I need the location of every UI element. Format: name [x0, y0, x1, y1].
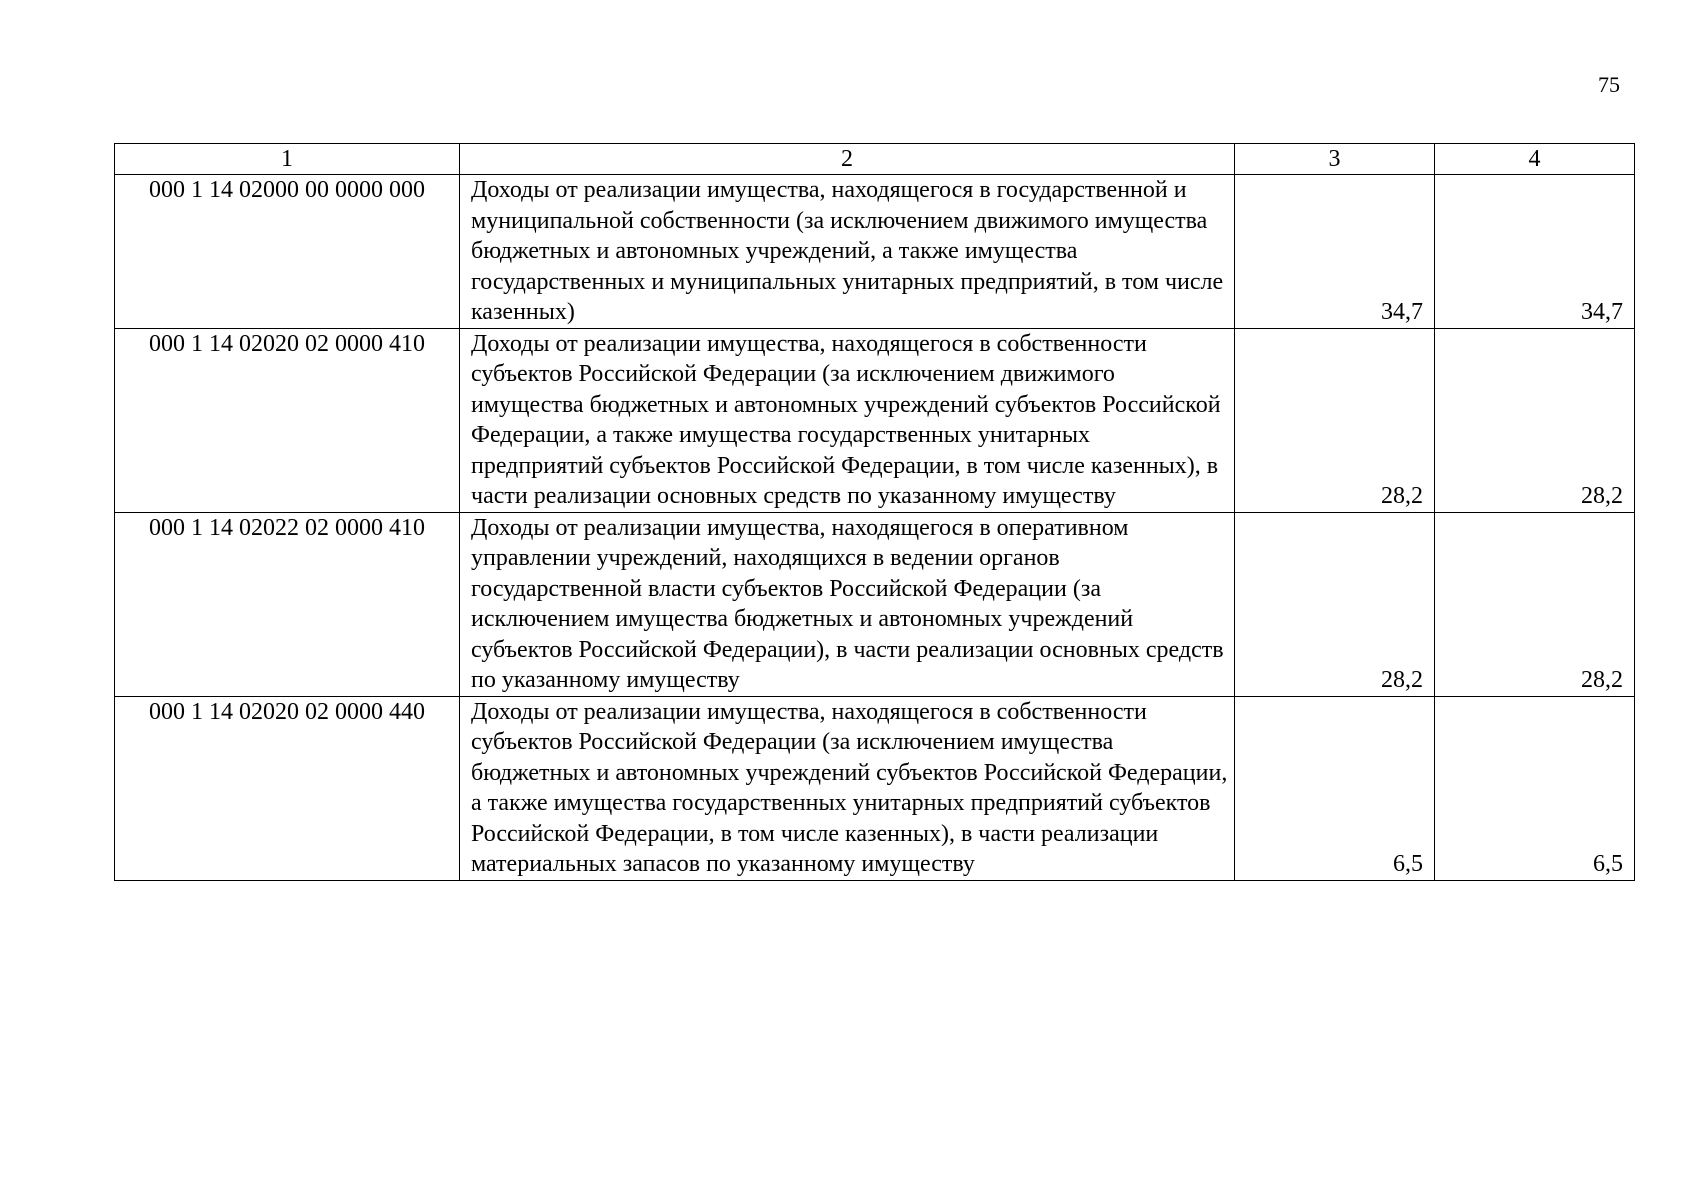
- column-header-row: [115, 144, 1635, 175]
- column-header-1: 1: [115, 144, 460, 175]
- revenue-description: Доходы от реализации имущества, находящегося в собственности субъектов Российской Федерации (за исключением имущества бюджетных и автономных учреждений субъектов Российской Федерации, а также имущества государственных унитарных предприятий субъектов Российской Федерации, в том числе казенных), в части реализации материальных запасов по указанному имуществу: [460, 696, 1235, 880]
- budget-code: 000 1 14 02020 02 0000 440: [115, 696, 460, 880]
- budget-code: 000 1 14 02020 02 0000 410: [115, 328, 460, 512]
- revenue-table: [114, 143, 1635, 881]
- table-row: [115, 512, 1635, 696]
- column-header-3: 3: [1235, 144, 1435, 175]
- value-column-4: 28,2: [1435, 328, 1635, 512]
- budget-code: 000 1 14 02022 02 0000 410: [115, 512, 460, 696]
- revenue-description: Доходы от реализации имущества, находящегося в оперативном управлении учреждений, находящихся в ведении органов государственной власти субъектов Российской Федерации (за исключением имущества бюджетных и автономных учреждений субъектов Российской Федерации), в части реализации основных средств по указанному имуществу: [460, 512, 1235, 696]
- value-column-4: 6,5: [1435, 696, 1635, 880]
- value-column-3: 28,2: [1235, 328, 1435, 512]
- value-column-4: 34,7: [1435, 175, 1635, 329]
- table-row: [115, 175, 1635, 329]
- value-column-3: 34,7: [1235, 175, 1435, 329]
- page-number: 75: [1598, 72, 1620, 97]
- value-column-3: 6,5: [1235, 696, 1435, 880]
- table-row: [115, 696, 1635, 880]
- table-row: [115, 328, 1635, 512]
- value-column-3: 28,2: [1235, 512, 1435, 696]
- column-header-2: 2: [460, 144, 1235, 175]
- budget-code: 000 1 14 02000 00 0000 000: [115, 175, 460, 329]
- column-header-4: 4: [1435, 144, 1635, 175]
- revenue-description: Доходы от реализации имущества, находящегося в собственности субъектов Российской Федерации (за исключением движимого имущества бюджетных и автономных учреждений субъектов Российской Федерации, а также имущества государственных унитарных предприятий субъектов Российской Федерации, в том числе казенных), в части реализации основных средств по указанному имуществу: [460, 328, 1235, 512]
- value-column-4: 28,2: [1435, 512, 1635, 696]
- revenue-description: Доходы от реализации имущества, находящегося в государственной и муниципальной собственности (за исключением движимого имущества бюджетных и автономных учреждений, а также имущества государственных и муниципальных унитарных предприятий, в том числе казенных): [460, 175, 1235, 329]
